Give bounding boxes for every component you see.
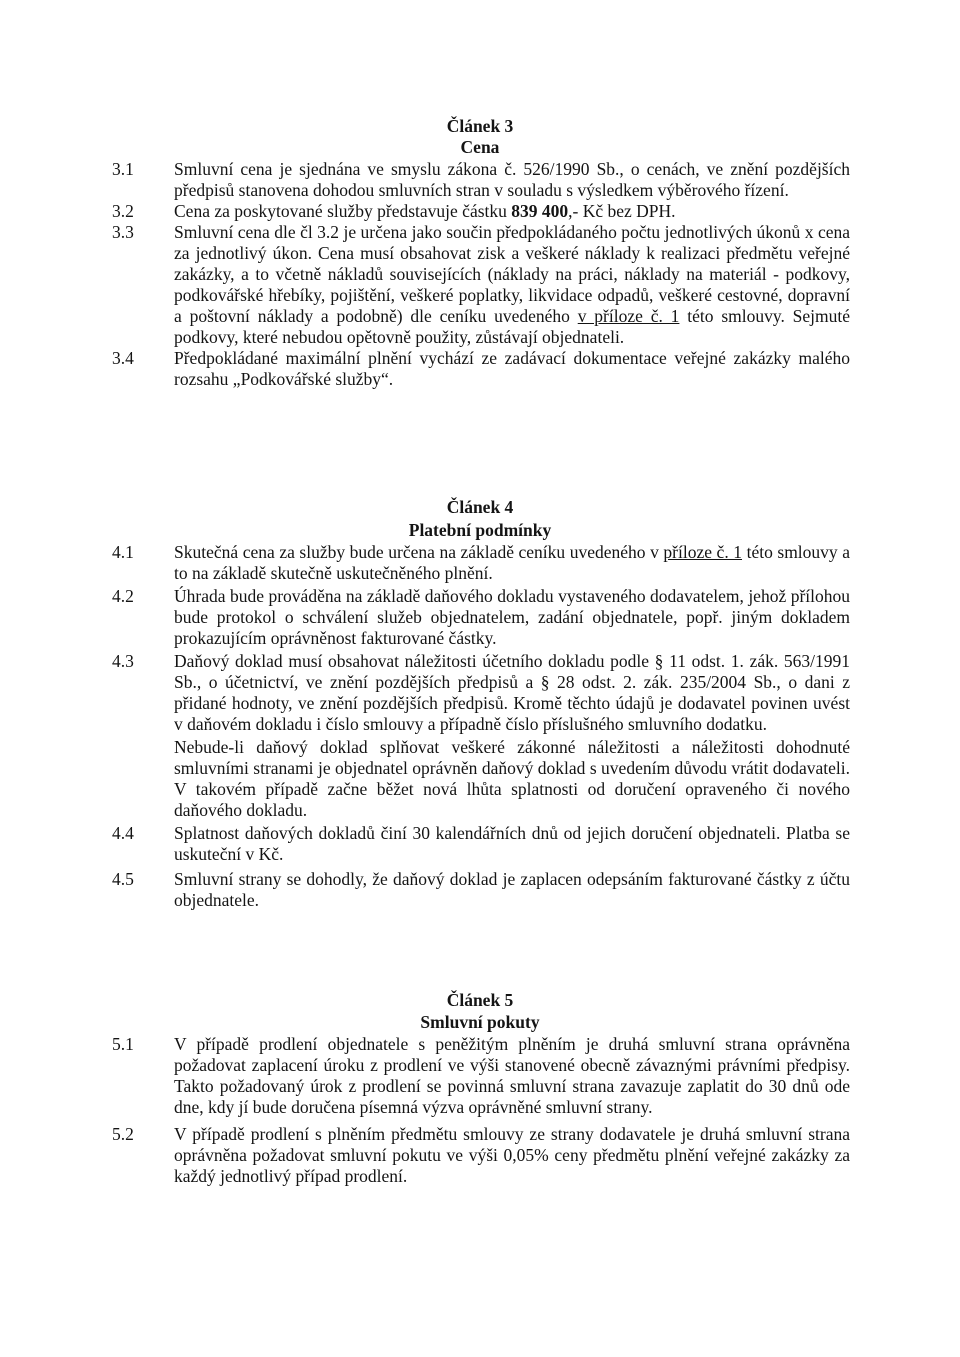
clause-number: 3.4 xyxy=(112,348,134,368)
clause-text: V případě prodlení objednatele s peněžitým plněním je druhá smluvní strana oprávněna požadovat zaplacení úroku z prodlení ve výši stanovené obecně závaznými právními předpisy. Takto požadovaný úrok z prodlení se povinná smluvní strana zavazuje zaplatit do 30 dnů ode dne, kdy jí bude doručena písemná výzva oprávněné smluvní strany. xyxy=(174,1034,850,1117)
clause-text: Úhrada bude prováděna na základě daňového dokladu vystaveného dodavatelem, jehož přílohou bude protokol o schválení služeb objednatelem, zadání objednatele, popř. jiným dokladem prokazujícím oprávněnost fakturované částky. xyxy=(174,586,850,648)
clause-4-1 xyxy=(0,542,850,584)
clause-number: 4.4 xyxy=(112,823,134,843)
clause-text xyxy=(174,201,850,222)
clause-5-2 xyxy=(0,1124,850,1187)
clause-number: 4.2 xyxy=(112,586,134,606)
clause-text: Smluvní strany se dohodly, že daňový doklad je zaplacen odepsáním fakturované částky z účtu objednatele. xyxy=(174,869,850,910)
clause-3-4 xyxy=(0,348,850,390)
clause-number: 3.1 xyxy=(112,159,134,179)
clause-text: Předpokládané maximální plnění vychází ze zadávací dokumentace veřejné zakázky malého rozsahu „Podkovářské služby“. xyxy=(174,348,850,389)
clause-text-part: Skutečná cena za služby bude určena na základě ceníku uvedeného v xyxy=(174,542,659,562)
article-4 xyxy=(0,497,960,911)
clause-3-3 xyxy=(0,222,850,348)
article-title: Smluvní pokuty xyxy=(420,1012,540,1032)
appendix-reference: příloze č. 1 xyxy=(663,542,743,562)
clause-number: 4.3 xyxy=(112,651,134,671)
clause-4-3 xyxy=(0,651,850,821)
clause-5-1 xyxy=(0,1034,850,1118)
clause-text-part: Smluvní cena dle čl 3.2 je určena jako součin předpokládaného počtu jednotlivých úkonů x cena za jednotlivý úkon. Cena musí obsahovat zisk a veškeré náklady k realizaci předmětu veřejné zakázky, a to včetně nákladů souvisejících (náklady na práci, náklady na materiál - podkovy, podkovářské hřebíky, pojištění, veškeré poplatky, likvidace odpadů, veškeré cestovné, dopravní a poštovní náklady a podobně) dle ceníku uvedeného xyxy=(174,222,850,326)
clause-number: 3.2 xyxy=(112,201,134,221)
clause-3-2 xyxy=(0,201,850,222)
clause-number: 5.1 xyxy=(112,1034,134,1054)
clause-text: Splatnost daňových dokladů činí 30 kalendářních dnů od jejich doručení objednateli. Platba se uskuteční v Kč. xyxy=(174,823,850,864)
article-5 xyxy=(0,990,960,1187)
article-heading: Článek 3 xyxy=(446,116,514,136)
clause-text: V případě prodlení s plněním předmětu smlouvy ze strany dodavatele je druhá smluvní strana oprávněna požadovat smluvní pokutu ve výši 0,05% ceny předmětu plnění veřejné zakázky za každý jednotlivý případ prodlení. xyxy=(174,1124,850,1186)
clause-text: Smluvní cena je sjednána ve smyslu zákona č. 526/1990 Sb., o cenách, ve znění pozdějších předpisů stanovena dohodou smluvních stran v souladu s výsledkem výběrového řízení. xyxy=(174,159,850,200)
clause-number: 5.2 xyxy=(112,1124,134,1144)
clause-text: Nebude-li daňový doklad splňovat veškeré zákonné náležitosti a náležitosti dohodnuté smluvními stranami je objednatel oprávněn daňový doklad s uvedením důvodu vrátit dodavateli. V takovém případě začne běžet nová lhůta splatnosti od doručení opraveného či nového daňového dokladu. xyxy=(174,737,850,820)
price-text-post: ,- Kč bez DPH. xyxy=(568,201,676,221)
appendix-reference: v příloze č. 1 xyxy=(577,306,680,326)
clause-text: Daňový doklad musí obsahovat náležitosti účetního dokladu podle § 11 odst. 1. zák. 563/1991 Sb., o účetnictví, ve znění pozdějších předpisů a § 28 odst. 2. zák. 235/2004 Sb., o dani z přidané hodnoty, ve znění pozdějších předpisů. Kromě těchto údajů je dodavatel povinen uvést v daňovém dokladu i číslo smlouvy a případně číslo příslušného smluvního dodatku. xyxy=(174,651,850,734)
clause-text-part: této smlouvy a to na základě skutečně uskutečněného plnění. xyxy=(174,542,850,583)
article-heading: Článek 5 xyxy=(446,990,514,1010)
clause-text xyxy=(174,222,850,348)
clause-number: 3.3 xyxy=(112,222,134,242)
article-title: Platební podmínky xyxy=(408,520,552,540)
clause-4-4 xyxy=(0,823,850,865)
clause-4-2 xyxy=(0,586,850,649)
clause-number: 4.1 xyxy=(112,542,134,562)
article-heading: Článek 4 xyxy=(446,497,514,517)
article-title: Cena xyxy=(460,137,500,157)
clause-3-1 xyxy=(0,159,850,201)
article-3 xyxy=(0,116,960,390)
price-amount: 839 400 xyxy=(511,201,569,221)
clause-text-part: této smlouvy. Sejmuté podkovy, které nebudou opětovně použity, zůstávají objednateli. xyxy=(174,306,851,347)
clause-text xyxy=(174,542,850,584)
price-text-pre: Cena za poskytované služby představuje částku xyxy=(174,201,512,221)
clause-number: 4.5 xyxy=(112,869,134,889)
clause-4-5 xyxy=(0,869,850,911)
